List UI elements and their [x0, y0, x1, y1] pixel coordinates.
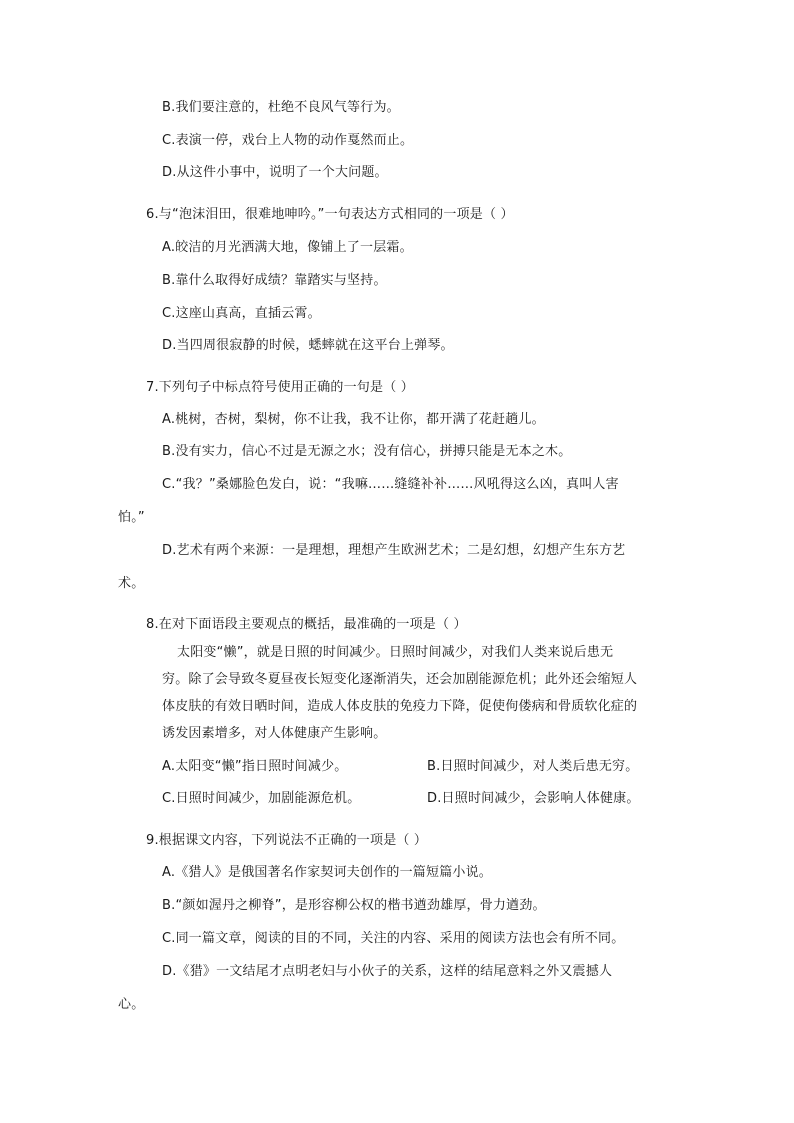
question-6-option-d: D.当四周很寂静的时候，蟋蟀就在这平台上弹琴。	[162, 338, 454, 353]
question-5-option-c: C.表演一停，戏台上人物的动作戛然而止。	[162, 133, 414, 148]
question-8-option-b: B.日照时间减少，对人类后患无穷。	[427, 759, 639, 774]
question-7-option-b: B.没有实力，信心不过是无源之水；没有信心，拼搏只能是无本之木。	[162, 444, 572, 459]
question-9-option-d-line1: D.《猎》一文结尾才点明老妇与小伙子的关系，这样的结尾意料之外又震撼人	[162, 964, 613, 979]
question-8-passage-line2: 穷。除了会导致冬夏昼夜长短变化逐渐消失，还会加剧能源危机；此外还会缩短人	[162, 672, 638, 687]
question-6-stem: 6.与“泡沫泪田，很难地呻吟。”一句表达方式相同的一项是（ ）	[146, 207, 514, 222]
question-7-option-c-line1: C.“我？”桑娜脸色发白，说：“我嘛……缝缝补补……风吼得这么凶，真叫人害	[162, 477, 619, 492]
question-6-option-b: B.靠什么取得好成绩？靠踏实与坚持。	[162, 273, 387, 288]
question-7-option-d-line2: 术。	[118, 576, 145, 591]
question-7-option-c-line2: 怕。”	[118, 510, 145, 525]
question-7-option-d-line1: D.艺术有两个来源：一是理想，理想产生欧洲艺术；二是幻想，幻想产生东方艺	[162, 543, 626, 558]
question-8-passage-line1: 太阳变“懒”，就是日照的时间减少。日照时间减少，对我们人类来说后患无	[177, 645, 614, 660]
question-7-option-a: A.桃树，杏树，梨树，你不让我，我不让你，都开满了花赶趟儿。	[162, 412, 545, 427]
question-8-option-c: C.日照时间减少，加剧能源危机。	[162, 791, 361, 806]
question-8-passage-line4: 诱发因素增多，对人体健康产生影响。	[162, 726, 387, 741]
question-7-stem: 7.下列句子中标点符号使用正确的一句是（ ）	[146, 380, 414, 395]
question-9-option-b: B.“颜如渥丹之柳脊”，是形容柳公权的楷书遒劲雄厚，骨力遒劲。	[162, 898, 546, 913]
question-6-option-c: C.这座山真高，直插云霄。	[162, 306, 321, 321]
question-8-passage-line3: 体皮肤的有效日晒时间，造成人体皮肤的免疫力下降，促使佝偻病和骨质软化症的	[162, 699, 638, 714]
question-8-stem: 8.在对下面语段主要观点的概括，最准确的一项是（ ）	[146, 617, 467, 632]
question-9-option-c: C.同一篇文章，阅读的目的不同，关注的内容、采用的阅读方法也会有所不同。	[162, 931, 625, 946]
question-8-option-d: D.日照时间减少，会影响人体健康。	[427, 791, 640, 806]
question-5-option-d: D.从这件小事中，说明了一个大问题。	[162, 165, 388, 180]
question-5-option-b: B.我们要注意的，杜绝不良风气等行为。	[162, 100, 400, 115]
question-9-option-d-line2: 心。	[118, 997, 145, 1012]
question-8-option-a: A.太阳变“懒”指日照时间减少。	[162, 759, 348, 774]
question-9-stem: 9.根据课文内容，下列说法不正确的一项是（ ）	[146, 833, 428, 848]
question-6-option-a: A.皎洁的月光洒满大地，像铺上了一层霜。	[162, 240, 413, 255]
question-9-option-a: A.《猎人》是俄国著名作家契诃夫创作的一篇短篇小说。	[162, 865, 492, 880]
